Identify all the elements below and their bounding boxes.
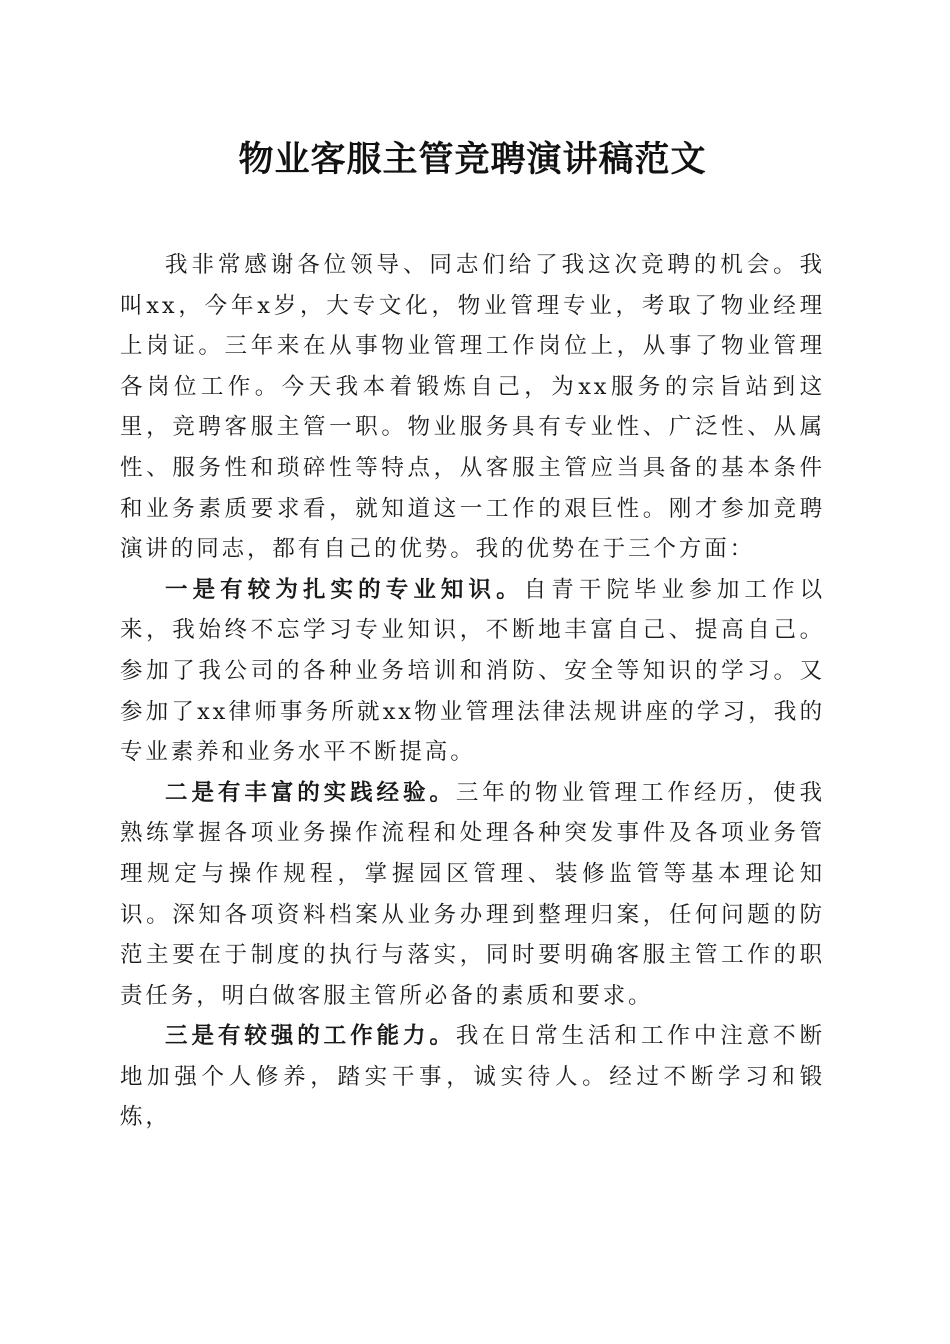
paragraph-intro bbox=[120, 245, 825, 570]
paragraph-point-three bbox=[120, 1016, 825, 1138]
paragraph-point-one bbox=[120, 570, 825, 773]
paragraph-intro-text: 我非常感谢各位领导、同志们给了我这次竞聘的机会。我叫xx，今年x岁，大专文化，物业管理专业，考取了物业经理上岗证。三年来在从事物业管理工作岗位上，从事了物业管理各岗位工作。今天我本着锻炼自己，为xx服务的宗旨站到这里，竞聘客服主管一职。物业服务具有专业性、广泛性、从属性、服务性和琐碎性等特点，从客服主管应当具备的基本条件和业务素质要求看，就知道这一工作的艰巨性。刚才参加竞聘演讲的同志，都有自己的优势。我的优势在于三个方面： bbox=[120, 252, 825, 563]
document-title: 物业客服主管竞聘演讲稿范文 bbox=[238, 139, 707, 180]
paragraph-point-two bbox=[120, 773, 825, 1017]
document-page bbox=[120, 130, 825, 1138]
paragraph-point-two-text: 三年的物业管理工作经历，使我熟练掌握各项业务操作流程和处理各种突发事件及各项业务管理规定与操作规程，掌握园区管理、装修监管等基本理论知识。深知各项资料档案从业务办理到整理归案，任何问题的防范主要在于制度的执行与落实，同时要明确客服主管工作的职责任务，明白做客服主管所必备的素质和要求。 bbox=[120, 779, 825, 1009]
paragraph-point-one-lead: 一是有较为扎实的专业知识。 bbox=[165, 576, 524, 603]
paragraph-point-one-text: 自青干院毕业参加工作以来，我始终不忘学习专业知识，不断地丰富自己、提高自己。参加了我公司的各种业务培训和消防、安全等知识的学习。又参加了xx律师事务所就xx物业管理法律法规讲座的学习，我的专业素养和业务水平不断提高。 bbox=[120, 576, 825, 766]
paragraph-point-two-lead: 二是有丰富的实践经验。 bbox=[165, 779, 456, 806]
paragraph-point-three-lead: 三是有较强的工作能力。 bbox=[165, 1023, 456, 1050]
paragraph-point-three-text: 我在日常生活和工作中注意不断地加强个人修养，踏实干事，诚实待人。经过不断学习和锻炼， bbox=[120, 1023, 825, 1131]
